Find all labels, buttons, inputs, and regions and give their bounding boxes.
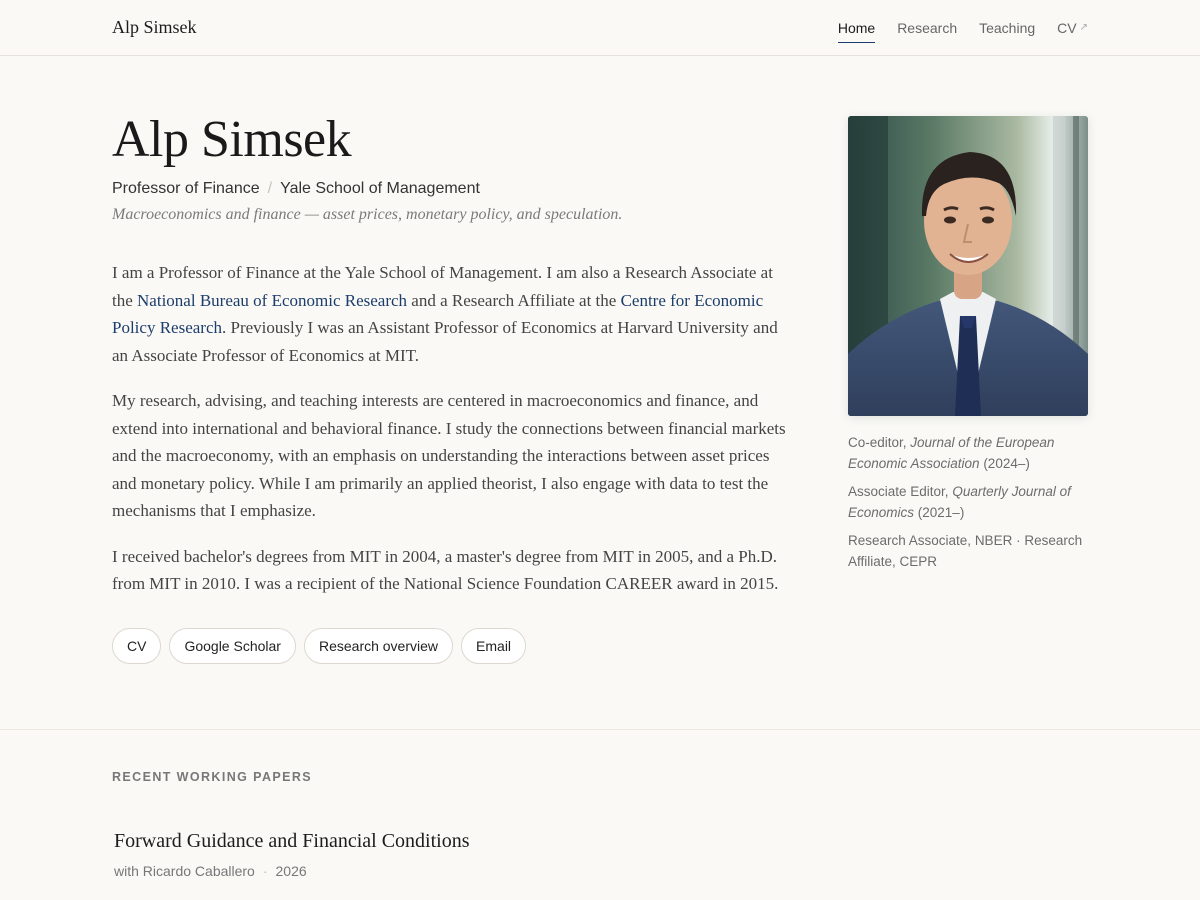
role-1-journal: Journal of the European Economic Association	[848, 435, 1055, 471]
profile-photo	[848, 116, 1088, 416]
nav-research-label: Research	[897, 19, 958, 36]
profile-main	[112, 112, 792, 664]
research-overview-button[interactable]: Research overview	[304, 628, 453, 664]
nav-home[interactable]	[838, 14, 875, 42]
bio-paragraph-2: My research, advising, and teaching interests are centered in macroeconomics and finance, and extend into international and behavioral finance. I study the connections between financial markets and the macroeconomy, with an emphasis on understanding the interactions between asset prices and monetary policy. While I am primarily an applied theorist, I also engage with data to test the mechanisms that I emphasize.	[112, 391, 786, 520]
main-nav	[838, 14, 1088, 42]
profile-role	[112, 180, 792, 198]
editorial-roles	[848, 432, 1088, 572]
cepr-link[interactable]: Centre for Economic Policy Research	[112, 290, 764, 337]
nav-home-label: Home	[837, 19, 876, 36]
working-papers-section	[0, 730, 1200, 879]
bio-p1-text-b: and a Research Affiliate at the	[407, 290, 621, 310]
profile-links	[112, 628, 792, 664]
role-2-years: (2021–)	[914, 505, 965, 520]
external-link-icon: ↗	[1079, 22, 1088, 33]
nav-teaching[interactable]	[979, 14, 1035, 42]
bio-paragraph-1	[112, 259, 792, 369]
email-button[interactable]: Email	[461, 628, 526, 664]
section-label: RECENT WORKING PAPERS	[112, 770, 313, 784]
profile-sidebar	[848, 116, 1088, 572]
paper-authors: with Ricardo Caballero	[114, 863, 255, 879]
profile-title: Professor of Finance	[112, 180, 260, 197]
portrait-image	[848, 116, 1088, 416]
paper-meta	[112, 863, 1088, 879]
nav-teaching-label: Teaching	[979, 19, 1036, 36]
nav-research[interactable]	[897, 14, 957, 42]
site-brand[interactable]: Alp Simsek	[112, 17, 197, 37]
editorial-role-jeea	[848, 432, 1088, 474]
google-scholar-button[interactable]: Google Scholar	[169, 628, 296, 664]
profile-tagline: Macroeconomics and finance — asset prices, monetary policy, and speculation.	[112, 206, 623, 223]
paper-year: 2026	[275, 863, 307, 879]
top-navbar	[0, 0, 1200, 56]
role-2-prefix: Associate Editor,	[848, 484, 953, 499]
bio	[112, 259, 792, 598]
role-1-years: (2024–)	[979, 456, 1030, 471]
nav-cv-label: CV	[1057, 19, 1077, 36]
affiliations: Research Associate, NBER · Research Affiliate, CEPR	[848, 533, 1083, 569]
bio-paragraph-3: I received bachelor's degrees from MIT in 2004, a master's degree from MIT in 2005, and a Ph.D. from MIT in 2010. I was a recipient of the National Science Foundation CAREER award in 2015.	[112, 546, 779, 593]
profile-name: Alp Simsek	[112, 111, 352, 168]
bio-p1-text-a: I am a Professor of Finance at the Yale School of Management. I am also a Research Associate at the	[112, 263, 773, 310]
editorial-role-qje	[848, 481, 1088, 523]
role-separator: /	[267, 180, 273, 197]
paper-title[interactable]: Forward Guidance and Financial Conditions	[114, 830, 470, 852]
hero-section	[0, 56, 1200, 730]
bio-p1-text-c: . Previously I was an Assistant Professor of Economics at Harvard University and an Associate Professor of Economics at MIT.	[112, 318, 778, 365]
meta-separator: ·	[262, 863, 268, 879]
cv-button[interactable]: CV	[112, 628, 161, 664]
role-2-journal: Quarterly Journal of Economics	[848, 484, 1071, 520]
role-1-prefix: Co-editor,	[848, 435, 911, 450]
profile-institution: Yale School of Management	[280, 180, 480, 197]
nber-link[interactable]: National Bureau of Economic Research	[137, 290, 408, 310]
nav-cv[interactable]	[1057, 14, 1088, 42]
